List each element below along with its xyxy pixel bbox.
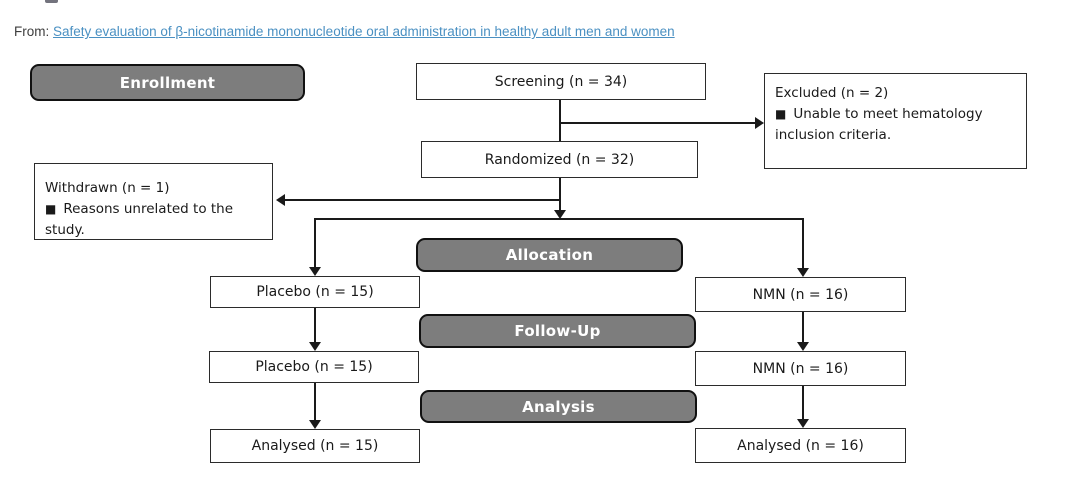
figure-source-line bbox=[14, 24, 675, 39]
arrowhead-placebo-allocation-icon bbox=[309, 267, 321, 276]
withdrawn-title: Withdrawn (n = 1) bbox=[45, 180, 170, 196]
excluded-reason-line2: inclusion criteria. bbox=[775, 126, 892, 143]
stage-follow-up: Follow-Up bbox=[419, 314, 696, 348]
connector-split-to-placebo bbox=[314, 218, 316, 267]
screening-box: Screening (n = 34) bbox=[416, 63, 706, 100]
analysed-left-box: Analysed (n = 15) bbox=[210, 429, 420, 463]
arrowhead-nmn-allocation-icon bbox=[797, 268, 809, 277]
connector-nmn-followup bbox=[802, 312, 804, 342]
stage-analysis: Analysis bbox=[420, 390, 697, 423]
connector-placebo-analysis bbox=[314, 383, 316, 420]
nmn-allocation-box: NMN (n = 16) bbox=[695, 277, 906, 312]
connector-randomized-split bbox=[559, 178, 561, 211]
arrowhead-nmn-analysis-icon bbox=[797, 419, 809, 428]
arrowhead-placebo-analysis-icon bbox=[309, 420, 321, 429]
bullet-square-icon: ■ bbox=[775, 106, 787, 121]
from-label: From: bbox=[14, 24, 50, 39]
connector-nmn-analysis bbox=[802, 386, 804, 419]
placebo-followup-box: Placebo (n = 15) bbox=[209, 351, 419, 383]
arrowhead-excluded-icon bbox=[755, 117, 764, 129]
stage-allocation: Allocation bbox=[416, 238, 683, 272]
placebo-allocation-box: Placebo (n = 15) bbox=[210, 276, 420, 308]
excluded-title: Excluded (n = 2) bbox=[775, 85, 889, 101]
connector-to-withdrawn bbox=[285, 199, 560, 201]
randomized-box: Randomized (n = 32) bbox=[421, 141, 698, 178]
excluded-box bbox=[764, 73, 1027, 169]
analysed-right-box: Analysed (n = 16) bbox=[695, 428, 906, 463]
withdrawn-reason-line bbox=[45, 199, 262, 241]
connector-to-excluded bbox=[559, 122, 755, 124]
excluded-reason-text1: Unable to meet hematology bbox=[793, 105, 983, 122]
arrowhead-withdrawn-icon bbox=[276, 194, 285, 206]
arrowhead-nmn-followup-icon bbox=[797, 342, 809, 351]
excluded-reason-line1 bbox=[775, 104, 1016, 125]
stage-enrollment: Enrollment bbox=[30, 64, 305, 101]
bullet-square-icon: ■ bbox=[45, 201, 57, 216]
connector-split-horizontal bbox=[314, 218, 804, 220]
arrowhead-placebo-followup-icon bbox=[309, 342, 321, 351]
article-title-link[interactable]: Safety evaluation of β-nicotinamide mononucleotide oral administration in healthy adult men and women bbox=[53, 24, 675, 39]
connector-screening-randomized bbox=[559, 100, 561, 141]
withdrawn-reason-text: Reasons unrelated to the study. bbox=[45, 200, 234, 238]
connector-placebo-followup bbox=[314, 308, 316, 342]
connector-split-to-nmn bbox=[802, 218, 804, 268]
withdrawn-box bbox=[34, 163, 273, 240]
cropped-text-fragment bbox=[45, 0, 58, 3]
nmn-followup-box: NMN (n = 16) bbox=[695, 351, 906, 386]
